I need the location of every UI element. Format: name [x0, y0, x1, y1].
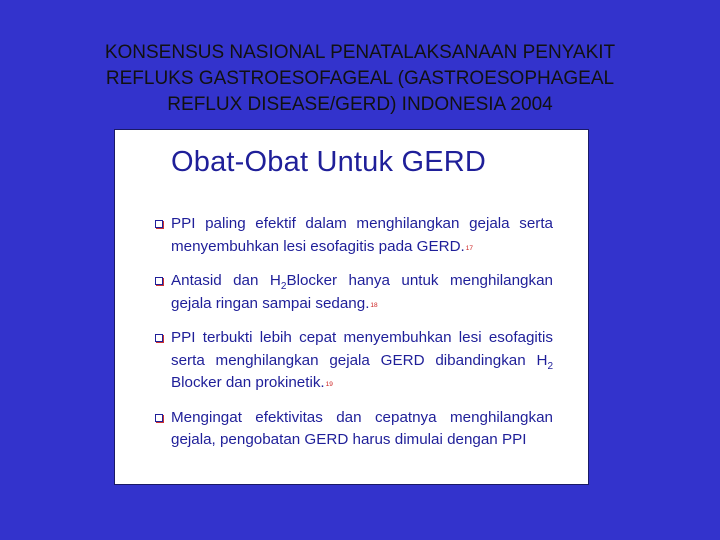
bullet-text-after: Blocker dan prokinetik.: [171, 374, 325, 391]
reference-number: 18: [370, 301, 378, 309]
square-bullet-icon: [155, 220, 163, 228]
slide-title-line-1: KONSENSUS NASIONAL PENATALAKSANAAN PENYAKIT: [104, 42, 616, 63]
reference-number: 17: [465, 244, 474, 252]
bullet-item-mengingat: [155, 407, 553, 452]
bullet-text: PPI paling efektif dalam menghilangkan gejala serta menyembuhkan lesi esofagitis pada GERD.: [171, 215, 553, 255]
square-bullet-icon: [155, 277, 163, 285]
bullet-item-ppi-lebih-cepat: [155, 327, 553, 397]
slide-title: [40, 40, 680, 118]
bullet-item-antasid: [155, 270, 553, 317]
content-card: [114, 129, 589, 485]
bullet-text: Mengingat efektivitas dan cepatnya menghilangkan gejala, pengobatan GERD harus dimulai dengan PPI: [171, 408, 553, 448]
square-bullet-icon: [155, 334, 163, 342]
reference-number: 19: [325, 381, 333, 388]
bullet-item-ppi-efektif: [155, 213, 553, 260]
bullet-text-before: PPI terbukti lebih cepat menyembuhkan lesi esofagitis serta menghilangkan gejala GERD dibandingkan H: [171, 329, 553, 369]
card-heading: Obat-Obat Untuk GERD: [171, 146, 487, 178]
bullet-text-before: Antasid dan H: [171, 272, 281, 289]
slide-title-line-2: REFLUKS GASTROESOFAGEAL (GASTROESOPHAGEAL: [105, 68, 615, 89]
bullet-list: [155, 213, 553, 462]
square-bullet-icon: [155, 414, 163, 422]
subscript-two: 2: [547, 360, 553, 372]
subscript-two: 2: [280, 281, 287, 292]
bullet-text-after: Blocker hanya untuk menghilangkan gejala ringan sampai sedang.: [171, 272, 553, 312]
slide-title-line-3: REFLUX DISEASE/GERD) INDONESIA 2004: [167, 94, 553, 115]
